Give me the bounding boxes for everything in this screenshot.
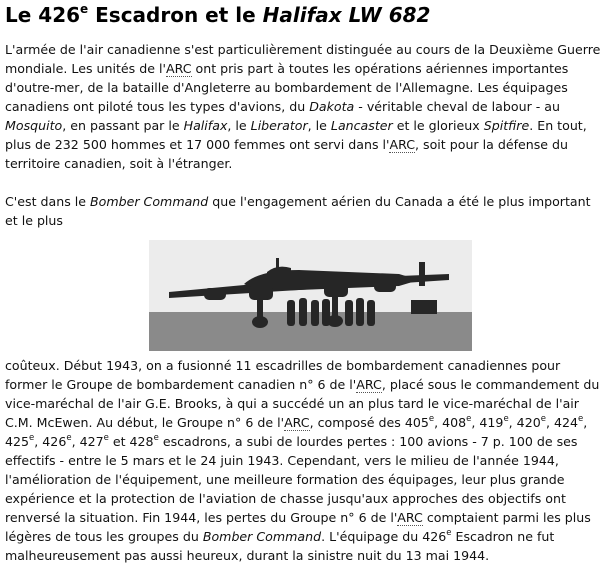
arc-abbreviation: ARC	[284, 415, 310, 430]
arc-abbreviation: ARC	[165, 61, 192, 76]
group-6-paragraph: coûteux. Début 1943, on a fusionné 11 escadrilles de bombardement canadiennes pour former le Groupe de bombardement canadien n° 6 de l'ARC, placé sous le commandement du vice-maréchal de l'air G.E. Brooks, à qui a succédé un an plus tard le vice-maréchal de l'air C.M. McEwen. Au début, le Groupe n° 6 de l'ARC, composé des 405e, 408e, 419e, 420e, 424e, 425e, 426e, 427e et 428e escadrons, a subi de lourdes pertes : 100 avions - 7 p. 100 de ses effectifs - entre le 5 mars et le 24 juin 1943. Cependant, vers le milieu de l'année 1944, l'amélioration de l'équipement, une meilleure formation des équipages, leur plus grande expérience et la protection de l'aviation de chasse jusqu'aux approches des objectifs ont renversé la situation. Fin 1944, les pertes du Groupe n° 6 de l'ARC comptaient parmi les plus légères de tous les groupes du Bomber Command. L'équipage du 426e Escadron ne fut malheureusement pas aussi heureux, durant la sinistre nuit du 13 mai 1944.	[5, 358, 600, 563]
halifax-bomber-image	[149, 240, 472, 351]
halifax-crew-photo	[149, 240, 472, 351]
arc-abbreviation: ARC	[397, 510, 423, 525]
intro-paragraph: L'armée de l'air canadienne s'est particulièrement distinguée au cours de la Deuxième Guerre mondiale. Les unités de l'ARC ont pris part à toutes les opérations aériennes importantes d'outre-mer, de la bataille d'Angleterre au bombardement de l'Allemagne. Les équipages canadiens ont piloté tous les types d'avions, du Dakota - véritable cheval de labour - au Mosquito, en passant par le Halifax, le Liberator, le Lancaster et le glorieux Spitfire. En tout, plus de 232 500 hommes et 17 000 femmes ont servi dans l'ARC, soit pour la défense du territoire canadien, soit à l'étranger.	[5, 42, 601, 171]
arc-abbreviation: ARC	[389, 137, 416, 152]
arc-abbreviation: ARC	[356, 377, 382, 392]
page-title: Le 426e Escadron et le Halifax LW 682	[5, 2, 431, 27]
bomber-command-paragraph: C'est dans le Bomber Command que l'engagement aérien du Canada a été le plus important et le plus	[5, 194, 591, 228]
